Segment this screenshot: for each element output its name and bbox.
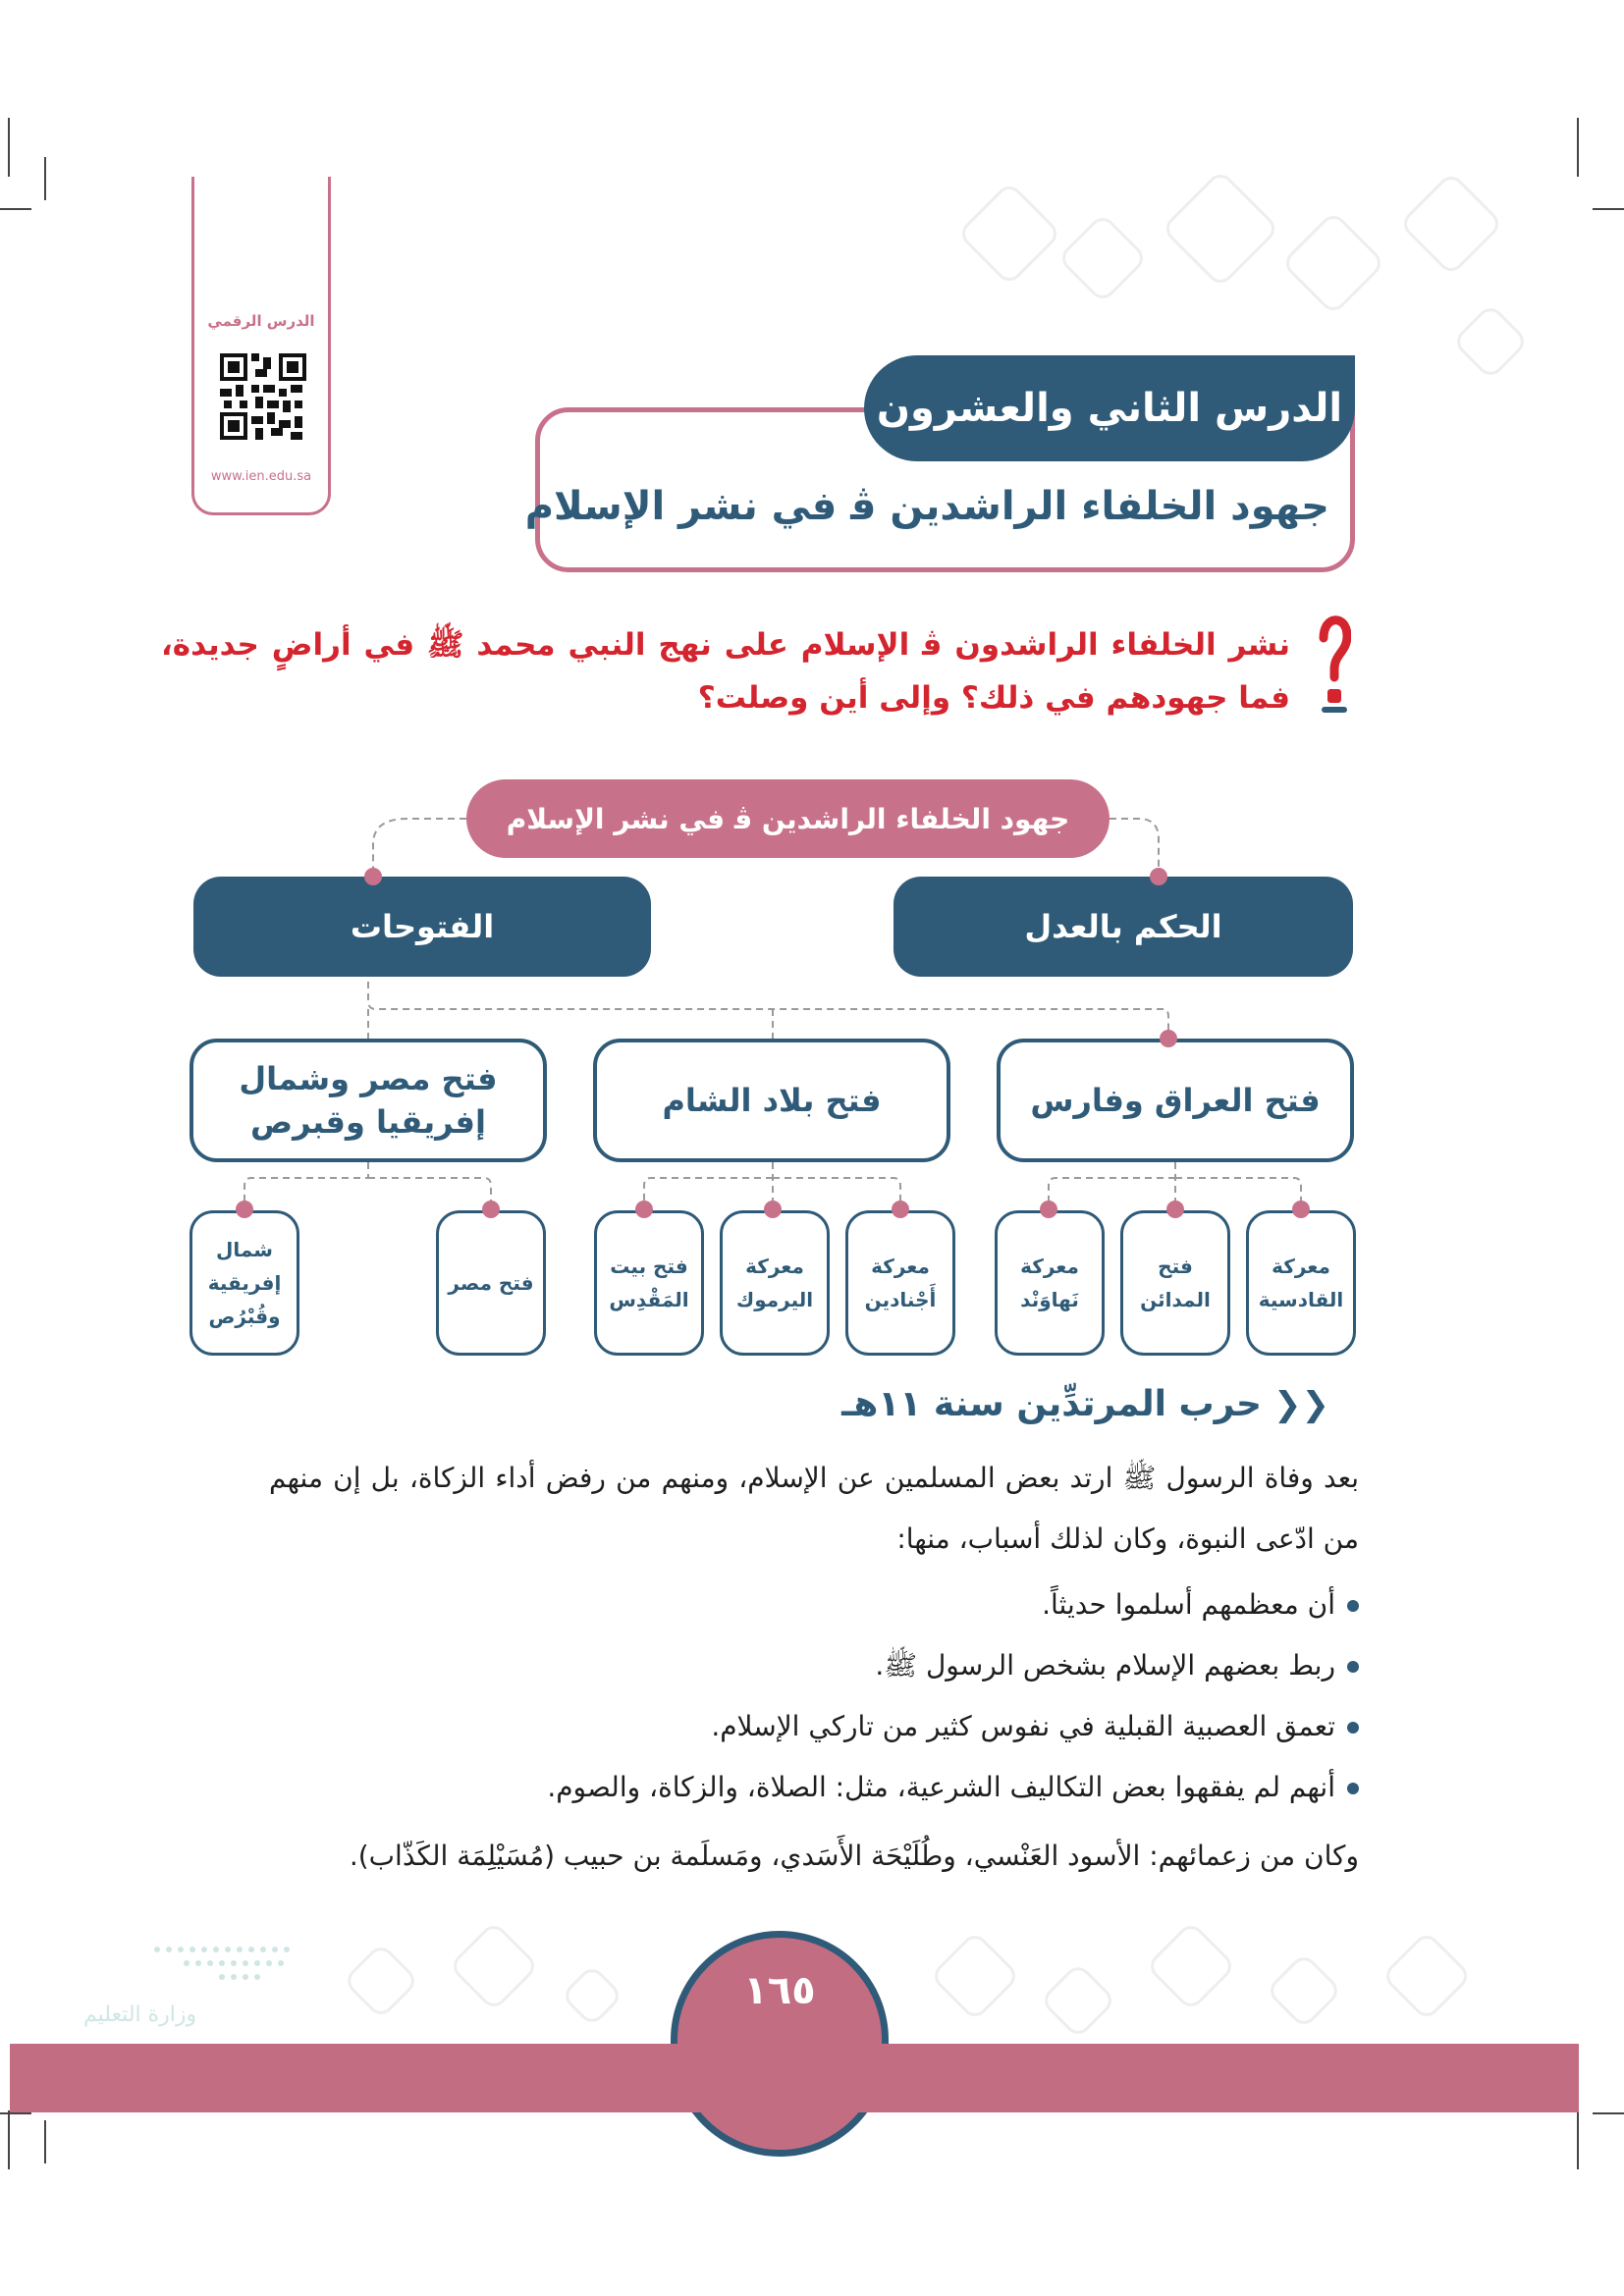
connector-dot: [236, 1201, 253, 1218]
section-paragraph: بعد وفاة الرسول ﷺ ارتد بعض المسلمين عن الإسلام، ومنهم من رفض أداء الزكاة، بل إن منهم من ادّعى النبوة، وكان لذلك أسباب، منها:: [269, 1462, 1359, 1555]
connector-dot: [892, 1201, 909, 1218]
leaf-north-africa: شمال إفريقية وقُبْرُص: [189, 1210, 299, 1356]
lesson-title: جهود الخلفاء الراشدين ﭬ في نشر الإسلام: [524, 484, 1329, 529]
leaf-madain: فتح المدائن: [1120, 1210, 1230, 1356]
footer-band: [10, 2044, 1579, 2112]
lesson-number-title: الدرس الثاني والعشرون: [864, 355, 1355, 461]
bullet-item: ربط بعضهم الإسلام بشخص الرسول ﷺ.: [875, 1649, 1359, 1688]
diagram-root: جهود الخلفاء الراشدين ﭬ في نشر الإسلام: [466, 779, 1110, 858]
ministry-name: وزارة التعليم: [83, 2002, 197, 2027]
bullet-item: أن معظمهم أسلموا حديثاً.: [1042, 1588, 1359, 1621]
sub-levant: فتح بلاد الشام: [593, 1039, 950, 1162]
connector-dot: [764, 1201, 782, 1218]
leaf-yarmouk: معركة اليرموك: [720, 1210, 830, 1356]
section-heading: [841, 1384, 1329, 1424]
leaders-paragraph: وكان من زعمائهم: الأسود العَنْسي، وطُلَيْحَة الأَسَدي، ومَسلَمة بن حبيب (مُسَيْلِمَة الكَذّاب).: [349, 1840, 1359, 1872]
leaf-jerusalem: فتح بيت المَقْدِس: [594, 1210, 704, 1356]
bullet-dot-icon: [1347, 1600, 1359, 1612]
connector-dot: [1292, 1201, 1310, 1218]
connector-dot: [1150, 868, 1167, 885]
intro-question: نشر الخلفاء الراشدون ﭬ الإسلام على نهج النبي محمد ﷺ في أراضٍ جديدة، فما جهودهم في ذلك؟ وإلى أين وصلت؟: [161, 627, 1290, 716]
connector-dot: [364, 868, 382, 885]
ministry-logo-icon: [147, 1942, 295, 1997]
bullet-dot-icon: [1347, 1661, 1359, 1673]
bullet-item: تعمق العصبية القبلية في نفوس كثير من تاركي الإسلام.: [711, 1710, 1359, 1742]
branch-conquests: الفتوحات: [193, 877, 651, 977]
sub-egypt-africa: فتح مصر وشمال إفريقيا وقبرص: [189, 1039, 547, 1162]
connector-dot: [1166, 1201, 1184, 1218]
leaf-qadisiyyah: معركة القادسية: [1246, 1210, 1356, 1356]
connector-dot: [1160, 1030, 1177, 1047]
double-chevron-icon: ❮❮: [1273, 1384, 1329, 1424]
section-heading-text: حرب المرتدِّين سنة ١١هـ: [841, 1384, 1263, 1424]
connector-dot: [482, 1201, 500, 1218]
page-number: ١٦٥: [743, 1968, 816, 2013]
leaf-ajnadayn: معركة أَجْنادين: [845, 1210, 955, 1356]
digital-lesson-label: الدرس الرقمي: [207, 312, 315, 330]
bullet-dot-icon: [1347, 1722, 1359, 1734]
leaf-nahawand: معركة نَهاوَنْد: [995, 1210, 1105, 1356]
sub-iraq-persia: فتح العراق وفارس: [997, 1039, 1354, 1162]
leaf-egypt: فتح مصر: [436, 1210, 546, 1356]
bullet-dot-icon: [1347, 1783, 1359, 1794]
website-url[interactable]: www.ien.edu.sa: [210, 469, 312, 484]
connector-dot: [635, 1201, 653, 1218]
connector-dot: [1040, 1201, 1057, 1218]
bullet-item: أنهم لم يفقهوا بعض التكاليف الشرعية، مثل: الصلاة، والزكاة، والصوم.: [547, 1771, 1359, 1803]
branch-justice: الحكم بالعدل: [893, 877, 1353, 977]
